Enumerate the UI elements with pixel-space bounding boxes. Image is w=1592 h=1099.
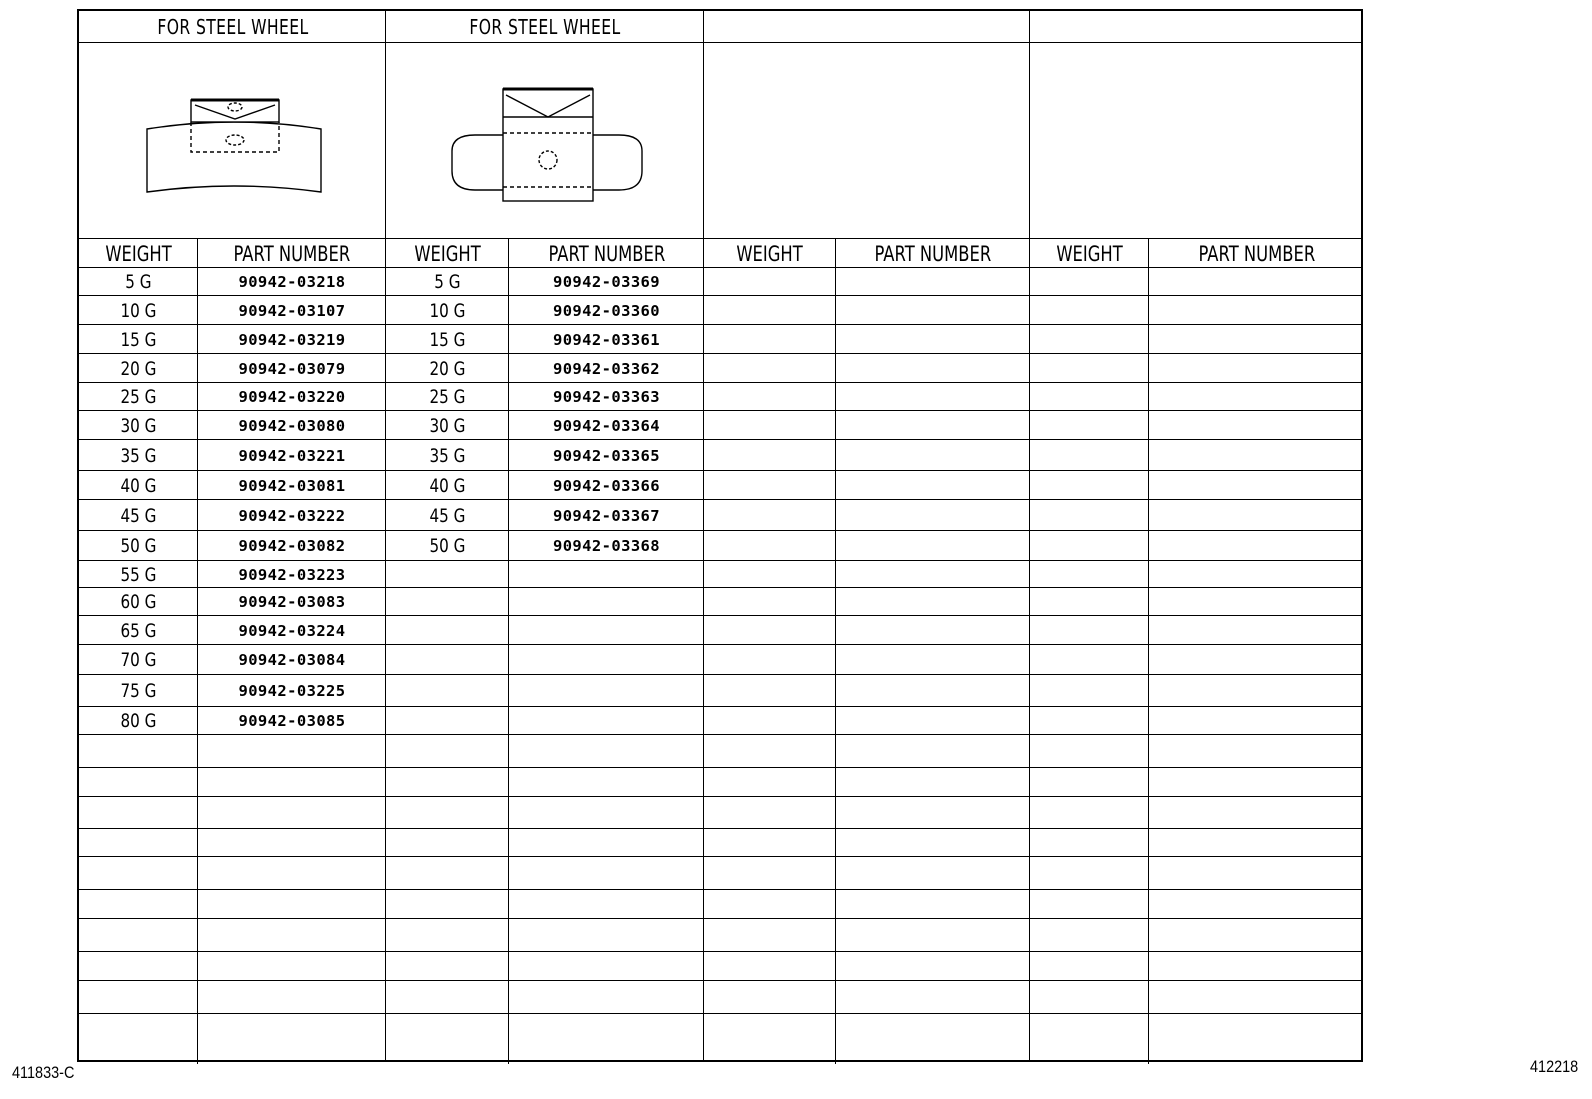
- weight-column-header-cell: [704, 239, 836, 268]
- weight-value-cell: [386, 296, 509, 325]
- row-divider-line: [79, 918, 1361, 919]
- part-number-value-cell: [509, 440, 704, 471]
- part-number-value-cell: [198, 645, 386, 675]
- weight-value: 20 G: [429, 357, 466, 380]
- weight-column-header: WEIGHT: [414, 241, 481, 266]
- weight-value-cell: [79, 354, 198, 383]
- weight-value: 50 G: [120, 535, 157, 557]
- weight-value-cell: [386, 354, 509, 383]
- weight-value-cell: [79, 616, 198, 645]
- weight-value-cell: [79, 561, 198, 588]
- part-number-value-cell: [509, 411, 704, 440]
- part-number-value: 90942-03221: [238, 446, 346, 465]
- part-number-value-cell: [509, 471, 704, 500]
- weight-value-cell: [79, 588, 198, 616]
- weight-value: 45 G: [120, 504, 157, 527]
- weight-column-header: WEIGHT: [736, 241, 804, 266]
- weight-value: 15 G: [429, 328, 466, 351]
- weight-value: 35 G: [429, 444, 466, 467]
- weight-value-cell: [386, 383, 509, 411]
- group-caption: FOR STEEL WHEEL: [469, 15, 621, 39]
- weight-column-header-cell: [79, 239, 198, 268]
- part-number-column-header-cell: [1149, 239, 1365, 268]
- group-caption: FOR STEEL WHEEL: [156, 15, 309, 39]
- weight-value-cell: [79, 707, 198, 735]
- weight-value-cell: [386, 440, 509, 471]
- part-number-value: 90942-03362: [552, 359, 661, 378]
- drawing-number-left: 411833-C: [12, 1063, 75, 1082]
- part-number-value-cell: [509, 325, 704, 354]
- weight-column-header: WEIGHT: [105, 241, 172, 266]
- part-number-value: 90942-03080: [238, 416, 346, 435]
- row-divider-line: [79, 889, 1361, 890]
- clip-on-weight-top-view-icon: [447, 87, 647, 207]
- weight-value-cell: [79, 471, 198, 500]
- weight-value-cell: [79, 440, 198, 471]
- part-number-value-cell: [198, 440, 386, 471]
- row-divider-line: [79, 828, 1361, 829]
- row-divider-line: [79, 980, 1361, 981]
- part-number-column-header-cell: [198, 239, 386, 268]
- weight-value-cell: [79, 325, 198, 354]
- weight-part-number-table: [77, 9, 1363, 1062]
- weight-value: 35 G: [120, 444, 157, 467]
- part-number-value: 90942-03225: [238, 682, 346, 700]
- weight-value: 10 G: [429, 299, 466, 322]
- part-number-value: 90942-03364: [552, 416, 661, 435]
- weight-column-header: WEIGHT: [1056, 241, 1123, 266]
- part-number-value-cell: [509, 296, 704, 325]
- weight-value-cell: [386, 500, 509, 531]
- weight-value-cell: [79, 500, 198, 531]
- row-divider-line: [79, 951, 1361, 952]
- part-number-value: 90942-03220: [238, 388, 346, 406]
- part-number-value-cell: [198, 588, 386, 616]
- part-number-value-cell: [198, 354, 386, 383]
- part-number-value-cell: [198, 707, 386, 735]
- row-divider-line: [79, 796, 1361, 797]
- part-number-value-cell: [198, 531, 386, 561]
- group-caption-cell: [79, 11, 386, 43]
- part-number-value: 90942-03361: [552, 330, 661, 349]
- weight-value-cell: [79, 411, 198, 440]
- group-divider-line: [1029, 11, 1030, 1060]
- part-number-value: 90942-03218: [238, 273, 346, 291]
- weight-value: 55 G: [120, 563, 157, 586]
- weight-value-cell: [79, 531, 198, 561]
- part-number-value-cell: [198, 471, 386, 500]
- part-number-value-cell: [509, 500, 704, 531]
- part-number-value: 90942-03223: [238, 565, 346, 584]
- part-number-value-cell: [509, 531, 704, 561]
- row-divider-line: [79, 856, 1361, 857]
- part-number-column-header-cell: [836, 239, 1030, 268]
- part-number-value: 90942-03079: [238, 359, 346, 378]
- part-number-value-cell: [509, 383, 704, 411]
- weight-value: 45 G: [429, 504, 466, 527]
- part-number-value: 90942-03082: [238, 537, 346, 555]
- weight-value: 40 G: [120, 474, 157, 497]
- weight-value-cell: [79, 268, 198, 296]
- weight-value: 30 G: [120, 414, 157, 437]
- part-number-column-header: PART NUMBER: [874, 241, 992, 266]
- weight-value-cell: [386, 268, 509, 296]
- drawing-number-right: 412218: [1530, 1057, 1579, 1076]
- part-number-value-cell: [198, 500, 386, 531]
- part-number-value: 90942-03368: [552, 537, 661, 555]
- column-divider-line: [1148, 239, 1149, 1064]
- weight-value: 20 G: [120, 357, 157, 380]
- column-divider-line: [835, 239, 836, 1064]
- weight-value-cell: [79, 675, 198, 707]
- weight-value: 30 G: [429, 414, 466, 437]
- part-number-value: 90942-03369: [552, 273, 661, 291]
- clip-on-weight-side-view-icon: [139, 91, 329, 211]
- weight-value-cell: [386, 531, 509, 561]
- group-caption-cell: [386, 11, 704, 43]
- weight-value: 40 G: [429, 474, 466, 497]
- part-number-value-cell: [198, 268, 386, 296]
- row-divider-line: [79, 1013, 1361, 1014]
- part-number-column-header-cell: [509, 239, 704, 268]
- part-number-value-cell: [198, 561, 386, 588]
- weight-value-cell: [386, 411, 509, 440]
- part-number-value: 90942-03083: [238, 593, 346, 611]
- weight-value: 65 G: [120, 619, 157, 642]
- weight-value: 70 G: [120, 649, 157, 671]
- part-number-value-cell: [198, 383, 386, 411]
- part-number-value: 90942-03084: [238, 651, 346, 669]
- group-caption-cell: [1030, 11, 1365, 43]
- weight-value: 5 G: [434, 271, 461, 293]
- weight-value: 80 G: [120, 710, 157, 732]
- weight-value: 50 G: [429, 535, 466, 557]
- part-number-value: 90942-03366: [552, 476, 661, 495]
- weight-value: 25 G: [120, 386, 157, 408]
- part-number-value: 90942-03367: [552, 506, 661, 525]
- part-number-value: 90942-03107: [238, 301, 346, 320]
- weight-value: 5 G: [125, 271, 152, 293]
- weight-column-header-cell: [386, 239, 509, 268]
- part-number-value-cell: [509, 268, 704, 296]
- part-number-value: 90942-03365: [552, 446, 661, 465]
- weight-column-header-cell: [1030, 239, 1149, 268]
- part-number-value-cell: [198, 296, 386, 325]
- part-number-value: 90942-03081: [238, 476, 346, 495]
- part-number-value-cell: [198, 325, 386, 354]
- part-number-value-cell: [198, 675, 386, 707]
- part-number-column-header: PART NUMBER: [233, 241, 351, 266]
- group-caption-cell: [704, 11, 1030, 43]
- weight-value: 60 G: [120, 591, 157, 613]
- part-number-value: 90942-03363: [552, 388, 661, 406]
- part-number-value-cell: [198, 616, 386, 645]
- weight-value-cell: [79, 383, 198, 411]
- weight-value: 15 G: [120, 328, 157, 351]
- part-number-value-cell: [509, 354, 704, 383]
- part-number-value: 90942-03360: [552, 301, 661, 320]
- weight-value: 25 G: [429, 386, 466, 408]
- part-number-value: 90942-03224: [238, 621, 346, 640]
- weight-value: 75 G: [120, 680, 157, 702]
- part-number-value-cell: [198, 411, 386, 440]
- weight-value-cell: [386, 471, 509, 500]
- weight-value: 10 G: [120, 299, 157, 322]
- row-divider-line: [79, 767, 1361, 768]
- weight-value-cell: [79, 296, 198, 325]
- part-number-value: 90942-03085: [238, 712, 346, 730]
- part-number-value: 90942-03222: [238, 506, 346, 525]
- weight-value-cell: [386, 325, 509, 354]
- weight-value-cell: [79, 645, 198, 675]
- part-number-value: 90942-03219: [238, 330, 346, 349]
- part-number-column-header: PART NUMBER: [548, 241, 665, 266]
- part-number-column-header: PART NUMBER: [1198, 241, 1316, 266]
